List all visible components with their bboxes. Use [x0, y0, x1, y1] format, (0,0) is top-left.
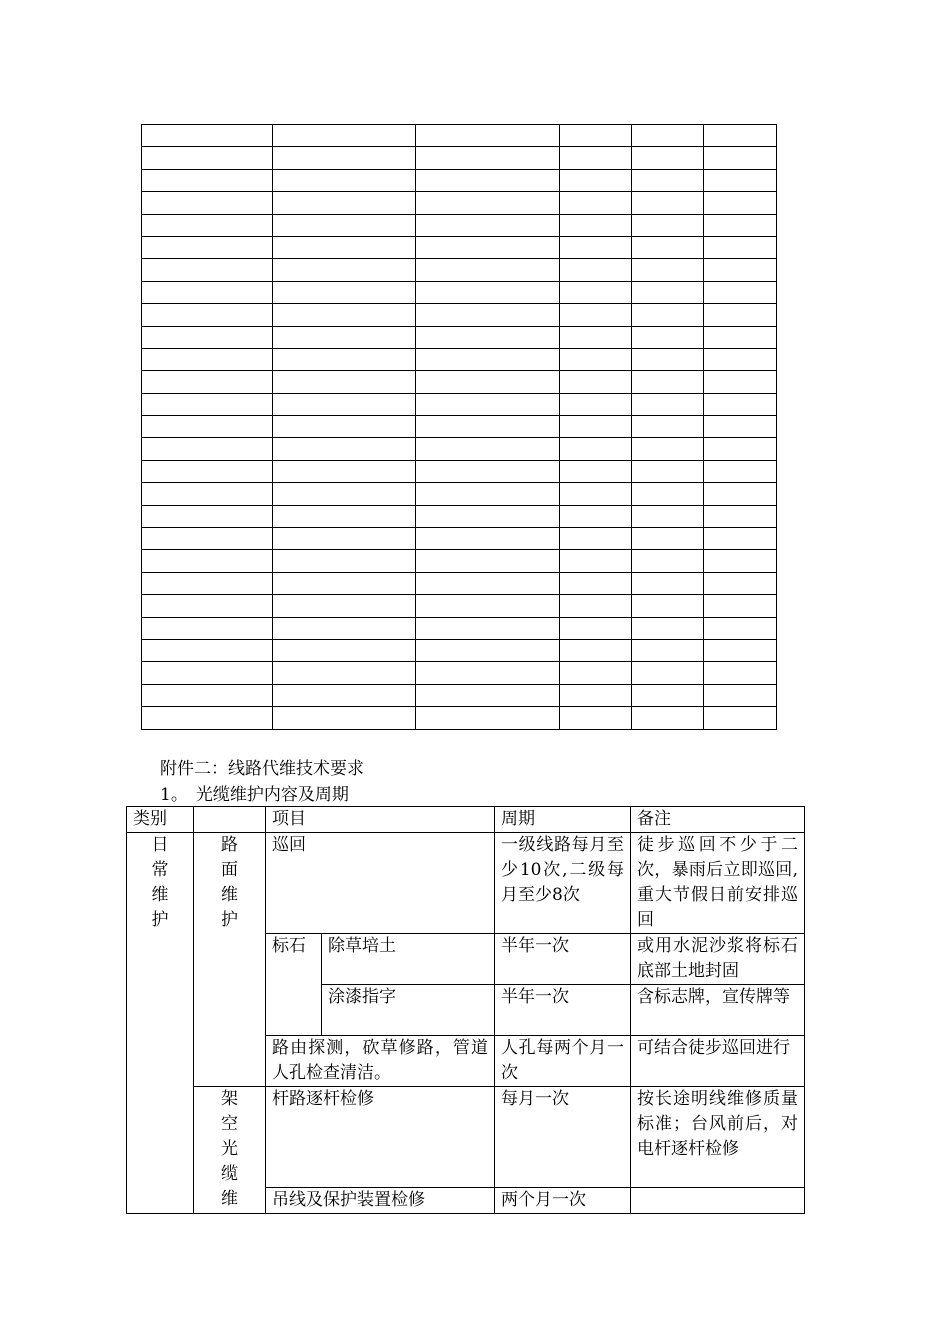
blank-cell [142, 326, 273, 348]
header-item: 项目 [266, 807, 495, 833]
blank-row [142, 348, 777, 370]
blank-cell [416, 639, 560, 661]
blank-cell [142, 214, 273, 236]
blank-cell [273, 281, 416, 303]
blank-row [142, 416, 777, 438]
remark-weeding: 或用水泥沙浆将标石底部土地封固 [631, 934, 805, 985]
blank-cell [560, 348, 632, 370]
maintenance-table [126, 806, 805, 1214]
blank-cell [704, 617, 777, 639]
blank-cell [416, 617, 560, 639]
remark-patrol: 徒步巡回不少于二次，暴雨后立即巡回,重大节假日前安排巡回 [631, 833, 805, 934]
blank-cell [632, 192, 704, 214]
blank-cell [273, 125, 416, 147]
blank-cell [632, 416, 704, 438]
category-cell [127, 833, 194, 1214]
blank-cell [416, 684, 560, 706]
remark-route: 可结合徒步巡回进行 [631, 1036, 805, 1087]
blank-cell [416, 281, 560, 303]
blank-cell [273, 259, 416, 281]
header-remark: 备注 [631, 807, 805, 833]
blank-cell [273, 662, 416, 684]
blank-cell [142, 125, 273, 147]
blank-cell [273, 684, 416, 706]
table-row [127, 833, 805, 934]
blank-cell [560, 460, 632, 482]
blank-cell [632, 236, 704, 258]
header-category: 类别 [127, 807, 194, 833]
blank-cell [704, 438, 777, 460]
blank-cell [704, 684, 777, 706]
blank-cell [704, 281, 777, 303]
blank-cell [142, 169, 273, 191]
blank-cell [142, 393, 273, 415]
blank-cell [632, 259, 704, 281]
blank-cell [704, 707, 777, 729]
blank-cell [142, 528, 273, 550]
blank-cell [560, 639, 632, 661]
blank-cell [142, 281, 273, 303]
table-row [127, 1087, 805, 1188]
blank-cell [704, 236, 777, 258]
section-number: 1。 [160, 785, 188, 805]
blank-cell [560, 617, 632, 639]
blank-row [142, 192, 777, 214]
blank-cell [273, 304, 416, 326]
section-heading [160, 784, 349, 806]
blank-cell [632, 281, 704, 303]
blank-cell [416, 416, 560, 438]
blank-cell [704, 348, 777, 370]
blank-row [142, 528, 777, 550]
blank-cell [560, 169, 632, 191]
blank-cell [704, 192, 777, 214]
blank-cell [560, 192, 632, 214]
blank-cell [416, 460, 560, 482]
blank-cell [632, 572, 704, 594]
blank-row [142, 393, 777, 415]
blank-cell [560, 505, 632, 527]
blank-cell [632, 595, 704, 617]
blank-row [142, 595, 777, 617]
blank-cell [142, 505, 273, 527]
cycle-pole: 每月一次 [495, 1087, 631, 1188]
blank-cell [560, 416, 632, 438]
blank-cell [142, 595, 273, 617]
blank-cell [142, 304, 273, 326]
remark-wire [631, 1188, 805, 1214]
blank-cell [560, 236, 632, 258]
blank-row [142, 125, 777, 147]
blank-cell [142, 639, 273, 661]
blank-cell [416, 304, 560, 326]
blank-cell [416, 550, 560, 572]
blank-cell [632, 125, 704, 147]
blank-row [142, 617, 777, 639]
blank-row [142, 326, 777, 348]
remark-painting: 含标志牌，宣传牌等 [631, 985, 805, 1036]
blank-cell [632, 639, 704, 661]
cycle-patrol: 一级线路每月至少10次,二级每月至少8次 [495, 833, 631, 934]
blank-cell [142, 617, 273, 639]
blank-cell [704, 259, 777, 281]
blank-cell [704, 393, 777, 415]
blank-cell [416, 505, 560, 527]
blank-cell [704, 416, 777, 438]
blank-cell [273, 416, 416, 438]
blank-cell [632, 438, 704, 460]
blank-cell [273, 214, 416, 236]
blank-cell [273, 595, 416, 617]
blank-cell [273, 707, 416, 729]
blank-cell [416, 326, 560, 348]
blank-cell [704, 460, 777, 482]
blank-row [142, 460, 777, 482]
blank-cell [416, 371, 560, 393]
blank-row [142, 684, 777, 706]
blank-cell [704, 483, 777, 505]
blank-cell [142, 259, 273, 281]
blank-cell [560, 707, 632, 729]
header-subcategory [194, 807, 266, 833]
blank-cell [416, 483, 560, 505]
blank-cell [704, 125, 777, 147]
blank-cell [273, 192, 416, 214]
blank-cell [273, 460, 416, 482]
blank-cell [273, 236, 416, 258]
blank-row [142, 281, 777, 303]
blank-row [142, 438, 777, 460]
blank-cell [632, 371, 704, 393]
blank-row [142, 707, 777, 729]
blank-cell [273, 147, 416, 169]
blank-cell [273, 348, 416, 370]
subcategory-aerial-cell [194, 1087, 266, 1214]
blank-cell [632, 304, 704, 326]
blank-row [142, 214, 777, 236]
subcategory-road-cell [194, 833, 266, 1087]
cycle-painting: 半年一次 [495, 985, 631, 1036]
section-title: 光缆维护内容及周期 [195, 785, 349, 805]
blank-cell [416, 214, 560, 236]
blank-row [142, 236, 777, 258]
blank-row [142, 572, 777, 594]
blank-cell [704, 595, 777, 617]
blank-cell [142, 460, 273, 482]
blank-cell [632, 617, 704, 639]
blank-cell [273, 393, 416, 415]
blank-cell [704, 639, 777, 661]
blank-cell [632, 169, 704, 191]
cycle-route: 人孔每两个月一次 [495, 1036, 631, 1087]
blank-cell [273, 528, 416, 550]
blank-cell [560, 214, 632, 236]
blank-cell [142, 550, 273, 572]
blank-row [142, 147, 777, 169]
blank-cell [560, 684, 632, 706]
item-marker: 标石 [266, 934, 322, 1036]
blank-cell [632, 483, 704, 505]
blank-cell [632, 326, 704, 348]
blank-row [142, 662, 777, 684]
blank-cell [142, 416, 273, 438]
blank-cell [416, 393, 560, 415]
blank-row [142, 639, 777, 661]
blank-cell [273, 326, 416, 348]
blank-cell [416, 572, 560, 594]
blank-cell [632, 662, 704, 684]
blank-cell [273, 572, 416, 594]
blank-cell [632, 528, 704, 550]
blank-cell [632, 214, 704, 236]
blank-cell [142, 438, 273, 460]
blank-cell [704, 214, 777, 236]
blank-cell [560, 483, 632, 505]
blank-cell [142, 348, 273, 370]
blank-cell [704, 550, 777, 572]
blank-cell [704, 528, 777, 550]
blank-grid-table [141, 124, 777, 730]
blank-cell [560, 371, 632, 393]
blank-row [142, 483, 777, 505]
blank-cell [704, 505, 777, 527]
blank-cell [273, 617, 416, 639]
blank-cell [142, 236, 273, 258]
blank-cell [273, 639, 416, 661]
blank-cell [416, 192, 560, 214]
header-cycle: 周期 [495, 807, 631, 833]
annex-title: 附件二：线路代维技术要求 [160, 759, 364, 779]
table-header-row [127, 807, 805, 833]
blank-cell [142, 572, 273, 594]
blank-cell [560, 662, 632, 684]
blank-cell [560, 528, 632, 550]
blank-row [142, 505, 777, 527]
blank-cell [416, 528, 560, 550]
blank-cell [632, 460, 704, 482]
item-pole: 杆路逐杆检修 [266, 1087, 495, 1188]
item-painting: 涂漆指字 [322, 985, 495, 1036]
item-wire: 吊线及保护装置检修 [266, 1188, 495, 1214]
item-route: 路由探测，砍草修路，管道人孔检查清洁。 [266, 1036, 495, 1087]
blank-cell [416, 348, 560, 370]
blank-row [142, 304, 777, 326]
blank-cell [273, 550, 416, 572]
cycle-wire: 两个月一次 [495, 1188, 631, 1214]
blank-cell [704, 169, 777, 191]
blank-cell [560, 595, 632, 617]
blank-cell [560, 304, 632, 326]
blank-cell [560, 393, 632, 415]
blank-row [142, 550, 777, 572]
blank-cell [273, 169, 416, 191]
blank-cell [416, 595, 560, 617]
subcategory-aerial: 架 空 光 缆 维 [221, 1089, 238, 1209]
category-daily: 日 常 维 护 [151, 835, 169, 930]
item-weeding: 除草培土 [322, 934, 495, 985]
blank-row [142, 371, 777, 393]
blank-cell [560, 125, 632, 147]
blank-cell [632, 348, 704, 370]
blank-cell [560, 326, 632, 348]
blank-cell [416, 438, 560, 460]
blank-cell [560, 572, 632, 594]
blank-cell [704, 304, 777, 326]
blank-cell [142, 483, 273, 505]
blank-cell [273, 505, 416, 527]
blank-cell [632, 707, 704, 729]
blank-cell [142, 371, 273, 393]
blank-cell [560, 147, 632, 169]
item-patrol: 巡回 [266, 833, 495, 934]
blank-cell [142, 192, 273, 214]
blank-cell [416, 259, 560, 281]
blank-cell [632, 505, 704, 527]
blank-cell [416, 125, 560, 147]
blank-cell [560, 281, 632, 303]
blank-row [142, 259, 777, 281]
blank-cell [704, 371, 777, 393]
blank-cell [416, 662, 560, 684]
blank-cell [142, 684, 273, 706]
remark-pole: 按长途明线维修质量标准；台风前后，对电杆逐杆检修 [631, 1087, 805, 1188]
blank-cell [632, 550, 704, 572]
blank-cell [560, 550, 632, 572]
blank-cell [416, 707, 560, 729]
blank-cell [273, 438, 416, 460]
blank-cell [142, 707, 273, 729]
blank-cell [560, 438, 632, 460]
blank-cell [273, 483, 416, 505]
blank-cell [704, 572, 777, 594]
blank-cell [632, 393, 704, 415]
subcategory-road: 路 面 维 护 [221, 835, 238, 930]
blank-cell [632, 684, 704, 706]
blank-row [142, 169, 777, 191]
blank-cell [704, 147, 777, 169]
cycle-weeding: 半年一次 [495, 934, 631, 985]
blank-cell [416, 236, 560, 258]
blank-cell [632, 147, 704, 169]
blank-cell [142, 662, 273, 684]
blank-cell [560, 259, 632, 281]
blank-cell [142, 147, 273, 169]
blank-cell [416, 147, 560, 169]
blank-cell [273, 371, 416, 393]
blank-cell [704, 662, 777, 684]
blank-cell [704, 326, 777, 348]
blank-cell [416, 169, 560, 191]
